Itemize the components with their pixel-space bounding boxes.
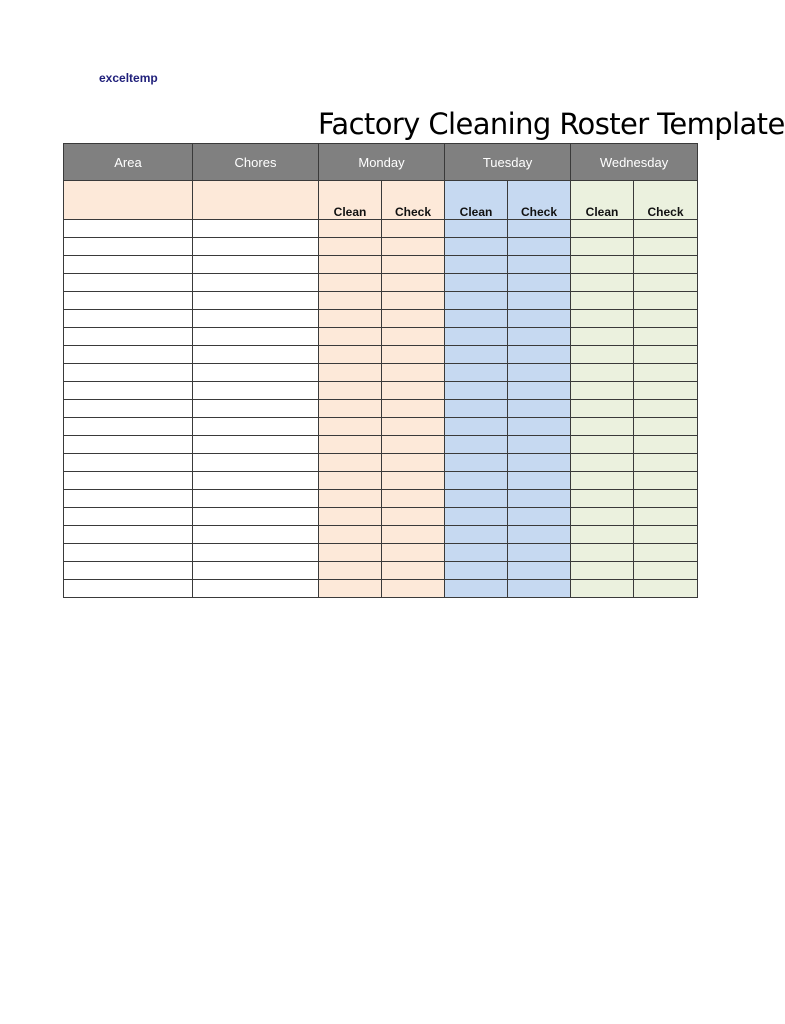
tuesday-clean-cell[interactable] [445,418,508,436]
table-row [64,526,698,544]
monday-check-cell[interactable] [382,292,445,310]
monday-check-cell[interactable] [382,274,445,292]
tuesday-check-cell[interactable] [508,292,571,310]
tuesday-check-label: Check [508,181,571,220]
table-row [64,436,698,454]
monday-check-cell[interactable] [382,490,445,508]
wednesday-check-cell[interactable] [634,490,698,508]
wednesday-clean-cell[interactable] [571,328,634,346]
monday-clean-cell[interactable] [319,274,382,292]
chores-cell[interactable] [193,328,319,346]
subheader-row [64,181,698,220]
monday-clean-cell[interactable] [319,328,382,346]
chores-cell[interactable] [193,418,319,436]
tuesday-check-cell[interactable] [508,580,571,598]
wednesday-check-cell[interactable] [634,346,698,364]
chores-cell[interactable] [193,490,319,508]
wednesday-clean-cell[interactable] [571,526,634,544]
tuesday-check-cell[interactable] [508,382,571,400]
chores-cell[interactable] [193,238,319,256]
area-cell[interactable] [64,310,193,328]
area-cell[interactable] [64,454,193,472]
chores-cell[interactable] [193,310,319,328]
monday-check-cell[interactable] [382,310,445,328]
area-cell[interactable] [64,544,193,562]
tuesday-clean-cell[interactable] [445,472,508,490]
header-wednesday: Wednesday [571,144,698,181]
monday-clean-cell[interactable] [319,238,382,256]
monday-check-cell[interactable] [382,544,445,562]
chores-cell[interactable] [193,472,319,490]
table-row [64,544,698,562]
chores-cell[interactable] [193,256,319,274]
tuesday-clean-cell[interactable] [445,220,508,238]
tuesday-check-cell[interactable] [508,328,571,346]
table-row [64,454,698,472]
monday-clean-cell[interactable] [319,526,382,544]
wednesday-clean-cell[interactable] [571,382,634,400]
monday-clean-cell[interactable] [319,364,382,382]
wednesday-clean-cell[interactable] [571,508,634,526]
subheader-chores-cell[interactable] [193,181,319,220]
tuesday-clean-cell[interactable] [445,364,508,382]
wednesday-check-cell[interactable] [634,220,698,238]
area-cell[interactable] [64,436,193,454]
monday-clean-cell[interactable] [319,292,382,310]
wednesday-clean-cell[interactable] [571,436,634,454]
wednesday-clean-cell[interactable] [571,220,634,238]
monday-check-cell[interactable] [382,472,445,490]
wednesday-check-cell[interactable] [634,562,698,580]
chores-cell[interactable] [193,346,319,364]
tuesday-check-cell[interactable] [508,364,571,382]
area-cell[interactable] [64,562,193,580]
area-cell[interactable] [64,526,193,544]
area-cell[interactable] [64,364,193,382]
chores-cell[interactable] [193,580,319,598]
wednesday-clean-cell[interactable] [571,544,634,562]
wednesday-clean-cell[interactable] [571,364,634,382]
tuesday-check-cell[interactable] [508,562,571,580]
tuesday-clean-cell[interactable] [445,328,508,346]
monday-check-cell[interactable] [382,508,445,526]
wednesday-check-cell[interactable] [634,400,698,418]
area-cell[interactable] [64,508,193,526]
table-row [64,508,698,526]
monday-clean-cell[interactable] [319,454,382,472]
monday-check-cell[interactable] [382,436,445,454]
area-cell[interactable] [64,580,193,598]
tuesday-clean-cell[interactable] [445,454,508,472]
chores-cell[interactable] [193,364,319,382]
table-row [64,490,698,508]
monday-clean-label: Clean [319,181,382,220]
monday-check-cell[interactable] [382,256,445,274]
tuesday-check-cell[interactable] [508,454,571,472]
header-tuesday: Tuesday [445,144,571,181]
area-cell[interactable] [64,418,193,436]
chores-cell[interactable] [193,220,319,238]
wednesday-check-cell[interactable] [634,418,698,436]
area-cell[interactable] [64,220,193,238]
tuesday-check-cell[interactable] [508,220,571,238]
monday-check-cell[interactable] [382,400,445,418]
tuesday-clean-cell[interactable] [445,346,508,364]
tuesday-clean-cell[interactable] [445,544,508,562]
monday-check-cell[interactable] [382,220,445,238]
monday-check-cell[interactable] [382,346,445,364]
page-title [318,104,785,144]
monday-clean-cell[interactable] [319,382,382,400]
tuesday-check-cell[interactable] [508,436,571,454]
area-cell[interactable] [64,292,193,310]
tuesday-check-cell[interactable] [508,490,571,508]
tuesday-check-cell[interactable] [508,274,571,292]
area-cell[interactable] [64,490,193,508]
wednesday-check-cell[interactable] [634,454,698,472]
table-row [64,400,698,418]
tuesday-check-cell[interactable] [508,256,571,274]
tuesday-check-cell[interactable] [508,346,571,364]
wednesday-check-cell[interactable] [634,580,698,598]
tuesday-clean-cell[interactable] [445,292,508,310]
wednesday-clean-cell[interactable] [571,580,634,598]
monday-check-cell[interactable] [382,364,445,382]
tuesday-clean-cell[interactable] [445,526,508,544]
monday-clean-cell[interactable] [319,508,382,526]
monday-clean-cell[interactable] [319,436,382,454]
wednesday-clean-cell[interactable] [571,400,634,418]
wednesday-clean-cell[interactable] [571,292,634,310]
tuesday-clean-label: Clean [445,181,508,220]
chores-cell[interactable] [193,508,319,526]
monday-check-cell[interactable] [382,238,445,256]
monday-check-cell[interactable] [382,526,445,544]
wednesday-clean-cell[interactable] [571,418,634,436]
table-row [64,220,698,238]
roster-table [63,143,698,598]
table-row [64,580,698,598]
monday-clean-cell[interactable] [319,472,382,490]
tuesday-clean-cell[interactable] [445,274,508,292]
monday-check-cell[interactable] [382,580,445,598]
wednesday-clean-cell[interactable] [571,490,634,508]
header-chores: Chores [193,144,319,181]
monday-check-cell[interactable] [382,562,445,580]
area-cell[interactable] [64,346,193,364]
wednesday-check-cell[interactable] [634,292,698,310]
monday-clean-cell[interactable] [319,490,382,508]
monday-check-cell[interactable] [382,382,445,400]
wednesday-check-cell[interactable] [634,472,698,490]
area-cell[interactable] [64,238,193,256]
wednesday-clean-cell[interactable] [571,454,634,472]
table-row [64,346,698,364]
wednesday-check-cell[interactable] [634,274,698,292]
tuesday-clean-cell[interactable] [445,508,508,526]
monday-clean-cell[interactable] [319,580,382,598]
tuesday-clean-cell[interactable] [445,562,508,580]
chores-cell[interactable] [193,562,319,580]
table-row [64,472,698,490]
table-row [64,382,698,400]
tuesday-clean-cell[interactable] [445,580,508,598]
wednesday-clean-cell[interactable] [571,310,634,328]
monday-clean-cell[interactable] [319,310,382,328]
monday-check-cell[interactable] [382,328,445,346]
table-row [64,562,698,580]
subheader-area-cell[interactable] [64,181,193,220]
tuesday-clean-cell[interactable] [445,310,508,328]
brand-link[interactable]: exceltemp [99,71,158,85]
wednesday-check-cell[interactable] [634,544,698,562]
tuesday-clean-cell[interactable] [445,436,508,454]
chores-cell[interactable] [193,526,319,544]
monday-clean-cell[interactable] [319,418,382,436]
header-area: Area [64,144,193,181]
wednesday-clean-cell[interactable] [571,346,634,364]
area-cell[interactable] [64,274,193,292]
area-cell[interactable] [64,472,193,490]
monday-clean-cell[interactable] [319,346,382,364]
tuesday-check-cell[interactable] [508,508,571,526]
monday-clean-cell[interactable] [319,562,382,580]
table-row [64,364,698,382]
area-cell[interactable] [64,256,193,274]
monday-check-label: Check [382,181,445,220]
wednesday-check-cell[interactable] [634,310,698,328]
wednesday-check-cell[interactable] [634,364,698,382]
monday-clean-cell[interactable] [319,544,382,562]
tuesday-check-cell[interactable] [508,238,571,256]
wednesday-check-cell[interactable] [634,238,698,256]
tuesday-clean-cell[interactable] [445,256,508,274]
wednesday-check-cell[interactable] [634,508,698,526]
wednesday-clean-cell[interactable] [571,274,634,292]
header-row [64,144,698,181]
table-row [64,256,698,274]
wednesday-check-cell[interactable] [634,256,698,274]
table-row [64,328,698,346]
monday-clean-cell[interactable] [319,256,382,274]
table-row [64,292,698,310]
wednesday-check-label: Check [634,181,698,220]
chores-cell[interactable] [193,274,319,292]
table-row [64,274,698,292]
chores-cell[interactable] [193,292,319,310]
wednesday-clean-label: Clean [571,181,634,220]
area-cell[interactable] [64,382,193,400]
tuesday-clean-cell[interactable] [445,400,508,418]
wednesday-check-cell[interactable] [634,526,698,544]
table-row [64,418,698,436]
wednesday-check-cell[interactable] [634,436,698,454]
table-row [64,238,698,256]
area-cell[interactable] [64,400,193,418]
chores-cell[interactable] [193,400,319,418]
monday-clean-cell[interactable] [319,400,382,418]
tuesday-check-cell[interactable] [508,310,571,328]
wednesday-clean-cell[interactable] [571,238,634,256]
tuesday-clean-cell[interactable] [445,238,508,256]
chores-cell[interactable] [193,454,319,472]
chores-cell[interactable] [193,544,319,562]
monday-check-cell[interactable] [382,418,445,436]
area-cell[interactable] [64,328,193,346]
header-monday: Monday [319,144,445,181]
tuesday-check-cell[interactable] [508,472,571,490]
chores-cell[interactable] [193,436,319,454]
tuesday-clean-cell[interactable] [445,490,508,508]
tuesday-check-cell[interactable] [508,418,571,436]
tuesday-check-cell[interactable] [508,544,571,562]
tuesday-clean-cell[interactable] [445,382,508,400]
monday-check-cell[interactable] [382,454,445,472]
chores-cell[interactable] [193,382,319,400]
wednesday-clean-cell[interactable] [571,562,634,580]
page-title-text: Factory Cleaning Roster Template [318,107,785,141]
wednesday-clean-cell[interactable] [571,472,634,490]
wednesday-check-cell[interactable] [634,328,698,346]
tuesday-check-cell[interactable] [508,400,571,418]
monday-clean-cell[interactable] [319,220,382,238]
table-row [64,310,698,328]
wednesday-clean-cell[interactable] [571,256,634,274]
wednesday-check-cell[interactable] [634,382,698,400]
tuesday-check-cell[interactable] [508,526,571,544]
